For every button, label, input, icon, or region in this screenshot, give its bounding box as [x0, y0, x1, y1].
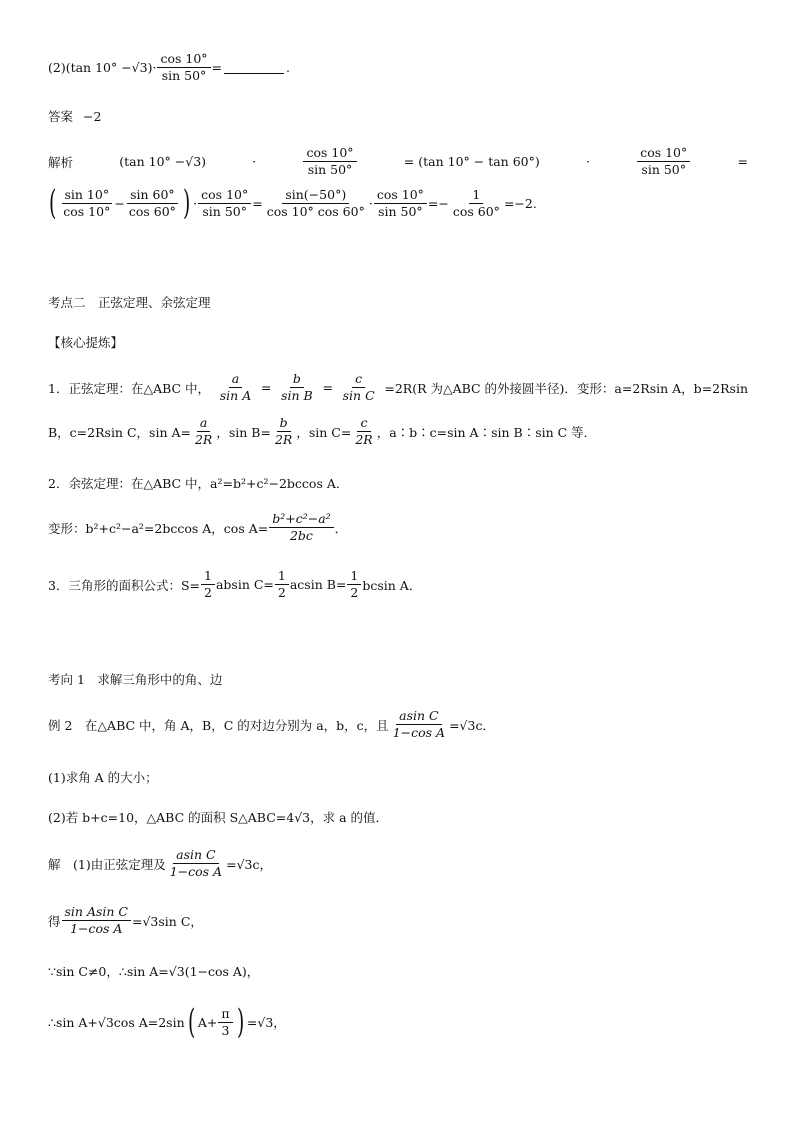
answer-blank: [224, 61, 284, 74]
q2-fraction: $\frac{\cos 10^\circ}{\sin 50^\circ}$: [157, 52, 210, 83]
area-formula-line: 3．三角形的面积公式：S= $\frac{1}{2}$ absin C= $\frac{1}{2}$ acsin B= $\frac{1}{2}$ bcsin A．: [48, 568, 422, 600]
section-title: 考点二 正弦定理、余弦定理: [48, 295, 211, 310]
analysis-line-2: ( $\frac{\sin 10^\circ}{\cos 10^\circ}$ − $\frac{\sin 60^\circ}{\cos 60^\circ}$ ) · $\frac{\cos 10^\circ}{\sin 50^\circ}$ = $\frac{\sin(-50^\circ)}{\cos 10^\circ \cos 60^\circ}$ · $\frac{\cos 10^\circ}{\sin 50^\circ}$ =− $\frac{1}{\cos 60^\circ}$ =−2.: [48, 183, 537, 223]
analysis-label: 解析: [48, 154, 74, 170]
core-heading: 【核心提炼】: [48, 335, 124, 350]
analysis-fraction: $\frac{\cos 10^\circ}{\sin 50^\circ}$: [637, 146, 690, 177]
answer-label: 答案: [48, 109, 74, 124]
solution-line-3: ∵sin C≠0，∴sin A=√3(1−cos A)，: [48, 964, 260, 979]
solution-line-2: 得 $\frac{\text{sin Asin C}}{\text{1−cos A}}$ =√3sin C，: [48, 904, 203, 936]
answer-line: [48, 107, 101, 125]
topic-heading: 考向 1 求解三角形中的角、边: [48, 672, 223, 687]
example-2-q1: (1)求角 A 的大小；: [48, 770, 158, 785]
q2-left: (2)(tan 10° −√3)·: [48, 60, 157, 75]
answer-value: −2: [83, 108, 102, 124]
solution-line-1: 解 (1)由正弦定理及 $\frac{\text{asin C}}{\text{1−cos A}}$ =√3c，: [48, 847, 272, 879]
example-2-q2: (2)若 b+c=10，△ABC 的面积 S△ABC=4√3，求 a 的值．: [48, 810, 389, 825]
sine-law-line-2: B，c=2Rsin C，sin A= $\frac{a}{2R}$ ，sin B= $\frac{b}{2R}$ ，sin C= $\frac{c}{2R}$ ，a∶b∶c=sin A∶sin B∶sin C 等．: [48, 415, 597, 447]
analysis-line-1: 解析 (tan 10° −√3) · $\frac{\cos 10^\circ}{\sin 50^\circ}$ = (tan 10° − tan 60°) · $\frac{\cos 10^\circ}{\sin 50^\circ}$ =: [48, 145, 748, 177]
sine-law-line-1: 1．正弦定理：在△ABC 中， $\frac{a}{\text{sin A}}$ = $\frac{b}{\text{sin B}}$ = $\frac{c}{\text{sin C}}$ =2R(R 为△ABC 的外接圆半径)．变形：a=2Rsin A，b=2Rsin: [48, 371, 748, 403]
cosine-law-variant: 变形：b²+c²−a²=2bccos A，cos A= $\frac{\text{b²+c²−a²}}{2bc}$ ．: [48, 511, 348, 543]
cosine-law-line: 2．余弦定理：在△ABC 中，a²=b²+c²−2bccos A．: [48, 476, 349, 491]
example-2: 例 2 在△ABC 中，角 A，B，C 的对边分别为 a，b，c，且 $\frac{\text{asin C}}{\text{1−cos A}}$ =√3c．: [48, 708, 495, 740]
question-2: (2)(tan 10° −√3)· $\frac{\cos 10^\circ}{\sin 50^\circ}$ = .: [48, 51, 291, 83]
solution-line-4: ∴sin A+√3cos A=2sin ( A+ $\frac{\pi}{3}$ ) =√3，: [48, 1002, 286, 1042]
analysis-fraction: $\frac{\cos 10^\circ}{\sin 50^\circ}$: [303, 146, 356, 177]
